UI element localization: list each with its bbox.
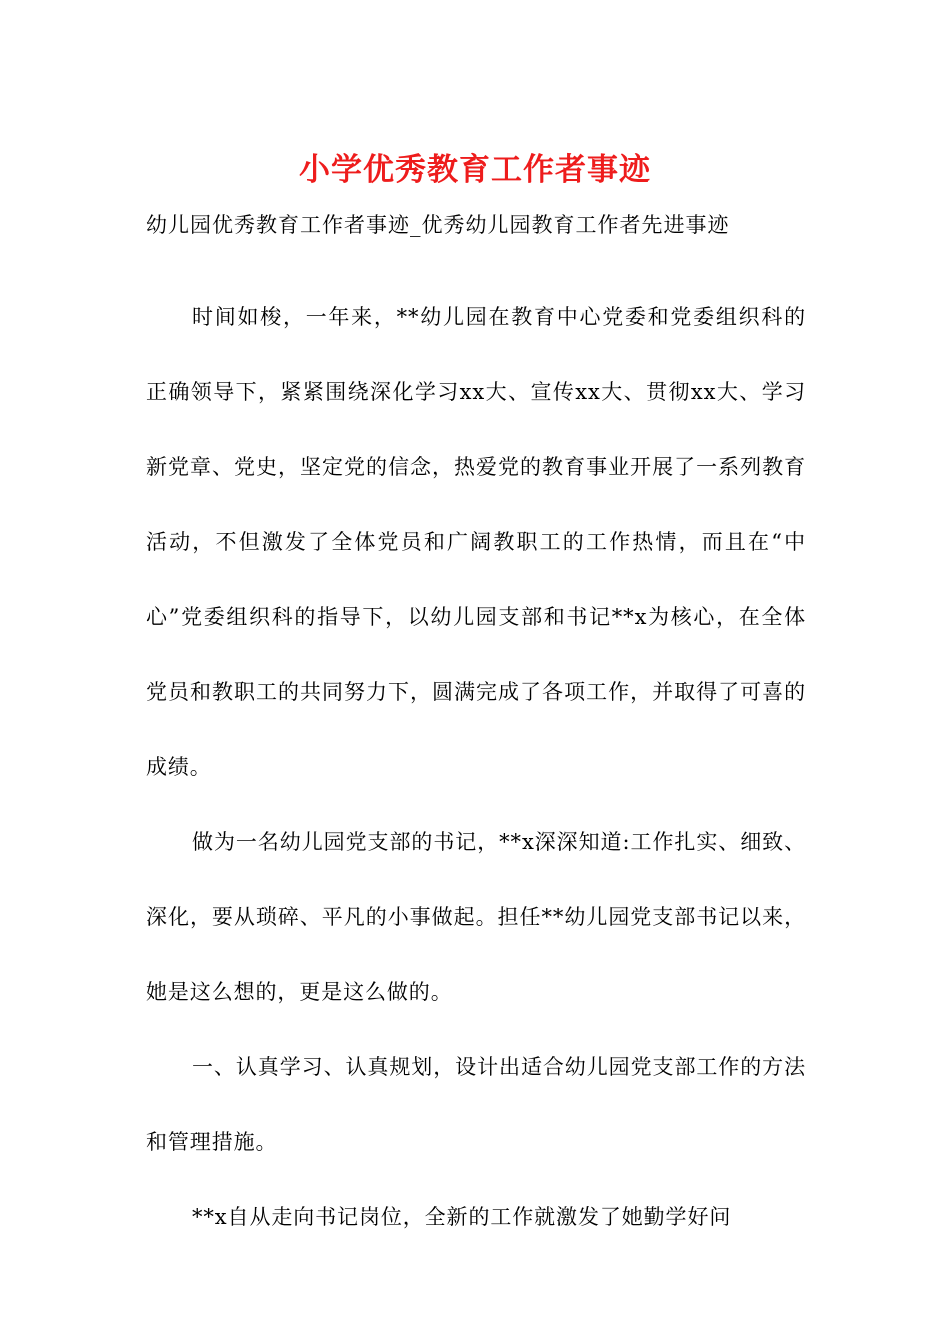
document-body [146,280,806,1255]
paragraph: **x自从走向书记岗位，全新的工作就激发了她勤学好问 [192,1205,732,1229]
paragraph: 一、认真学习、认真规划，设计出适合幼儿园党支部工作的方法和管理措施。 [146,1055,806,1154]
paragraph: 时间如梭，一年来，**幼儿园在教育中心党委和党委组织科的正确领导下，紧紧围绕深化学习xx大、宣传xx大、贯彻xx大、学习新党章、党史，坚定党的信念，热爱党的教育事业开展了一系列教育活动，不但激发了全体党员和广阔教职工的工作热情，而且在“中心”党委组织科的指导下，以幼儿园支部和书记**x为核心，在全体党员和教职工的共同努力下，圆满完成了各项工作，并取得了可喜的成绩。 [146,305,806,779]
paragraph: 做为一名幼儿园党支部的书记，**x深深知道:工作扎实、细致、深化，要从琐碎、平凡的小事做起。担任**幼儿园党支部书记以来，她是这么想的，更是这么做的。 [146,830,806,1004]
document-subtitle: 幼儿园优秀教育工作者事迹_优秀幼儿园教育工作者先进事迹 [146,213,730,237]
document-title: 小学优秀教育工作者事迹 [299,152,651,188]
